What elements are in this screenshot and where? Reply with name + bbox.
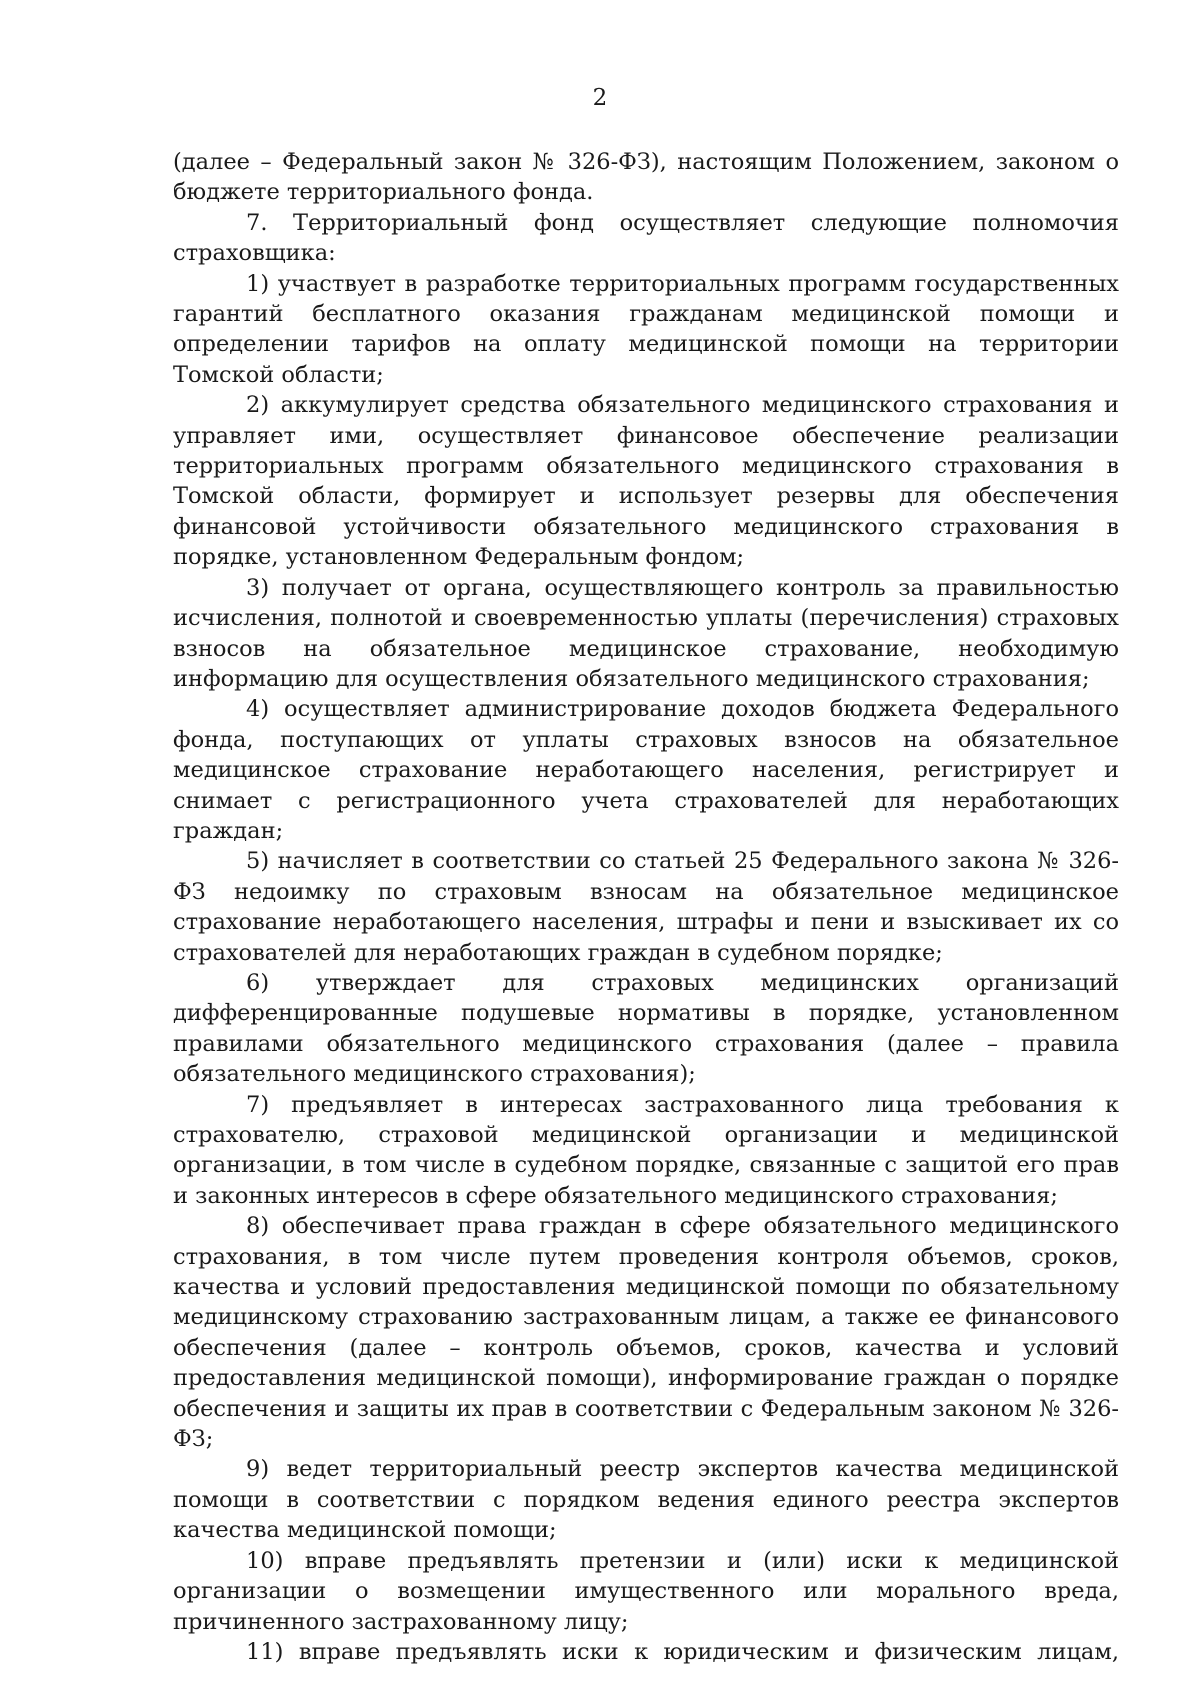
list-item-8: 8) обеспечивает права граждан в сфере обязательного медицинского страхования, в том числе путем проведения контроля объемов, сроков, качества и условий предоставления медицинской помощи по обязательному медицинскому страхованию застрахованным лицам, а также ее финансового обеспечения (далее – контроль объемов, сроков, качества и условий предоставления медицинской помощи), информирование граждан о порядке обеспечения и защиты их прав в соответствии с Федеральным законом № 326-ФЗ; [173,1213,1119,1453]
list-item-2: 2) аккумулирует средства обязательного медицинского страхования и управляет ими, осуществляет финансовое обеспечение реализации территориальных программ обязательного медицинского страхования в Томской области, формирует и использует резервы для обеспечения финансовой устойчивости обязательного медицинского страхования в порядке, установленном Федеральным фондом; [173,392,1119,571]
list-item-9: 9) ведет территориальный реестр экспертов качества медицинской помощи в соответствии с порядком ведения единого реестра экспертов качества медицинской помощи; [173,1456,1119,1544]
list-item-11: 11) вправе предъявлять иски к юридическим и физическим лицам, [246,1638,1119,1665]
list-item-1: 1) участвует в разработке территориальных программ государственных гарантий бесплатного оказания гражданам медицинской помощи и определении тарифов на оплату медицинской помощи на территории Томской области; [173,270,1119,388]
list-item-10: 10) вправе предъявлять претензии и (или) иски к медицинской организации о возмещении имущественного или морального вреда, причиненного застрахованному лицу; [173,1547,1119,1635]
page-number: 2 [592,85,608,111]
document-body [173,147,1119,1667]
paragraph-clause-7: 7. Территориальный фонд осуществляет следующие полномочия страховщика: [173,209,1119,267]
paragraph-intro-continuation: (далее – Федеральный закон № 326-ФЗ), настоящим Положением, законом о бюджете территориального фонда. [173,149,1119,206]
list-item-5: 5) начисляет в соответствии со статьей 25 Федерального закона № 326-ФЗ недоимку по страховым взносам на обязательное медицинское страхование неработающего населения, штрафы и пени и взыскивает их со страхователей для неработающих граждан в судебном порядке; [173,848,1119,966]
list-item-4: 4) осуществляет администрирование доходов бюджета Федерального фонда, поступающих от уплаты страховых взносов на обязательное медицинское страхование неработающего населения, регистрирует и снимает с регистрационного учета страхователей для неработающих граждан; [173,696,1119,844]
list-item-6: 6) утверждает для страховых медицинских организаций дифференцированные подушевые нормативы в порядке, установленном правилами обязательного медицинского страхования (далее – правила обязательного медицинского страхования); [173,969,1119,1088]
list-item-3: 3) получает от органа, осуществляющего контроль за правильностью исчисления, полнотой и своевременностью уплаты (перечисления) страховых взносов на обязательное медицинское страхование, необходимую информацию для осуществления обязательного медицинского страхования; [173,574,1119,692]
list-item-7: 7) предъявляет в интересах застрахованного лица требования к страхователю, страховой медицинской организации и медицинской организации, в том числе в судебном порядке, связанные с защитой его прав и законных интересов в сфере обязательного медицинского страхования; [173,1091,1119,1209]
